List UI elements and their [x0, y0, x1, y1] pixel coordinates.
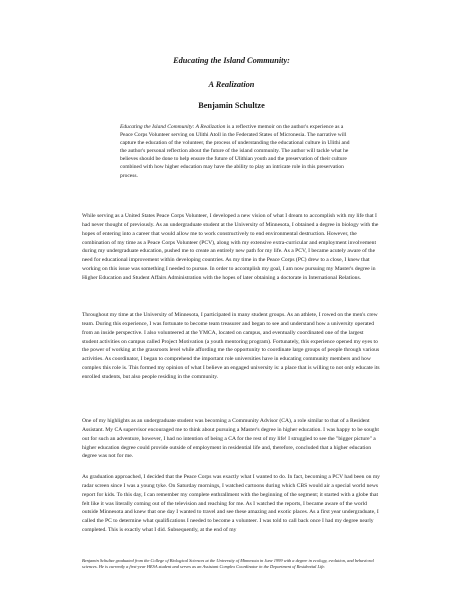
footnote-text: Benjamin Schultze graduated from the College of Biological Sciences at the University of Minnesota in June 1999 with a degree in ecology, evolution, and behavioral sciences. He is currently a first-year HESA student and serves as an Assistant Complex Coordinator in the Department of Residential Life.: [82, 558, 374, 570]
body-paragraph-2: [82, 311, 380, 382]
abstract: [120, 123, 351, 180]
title-line-1: Educating the Island Community:: [173, 56, 290, 65]
body-paragraph-3: [82, 417, 380, 461]
paragraph-text: As graduation approached, I decided that the Peace Corps was exactly what I wanted to do. In fact, becoming a PCV had been on my radar screen since I was a young tyke. On Saturday mornings, I watched cartoons during which CBS would air a special world news report for kids. To this day, I can remember my complete enthrallment with the beginning of the segment; it started with a globe that felt like it was literally coming out of the television and reaching for me. As I watched the reports, I became aware of the world outside Minnesota and knew that one day I wanted to travel and see these amazing and exotic places. As a first year undergraduate, I called the PC to determine what qualifications I needed to become a volunteer. I was told to call back once I had my degree nearly completed. This is exactly what I did. Subsequently, at the end of my: [82, 474, 380, 534]
body-paragraph-1: [82, 212, 380, 283]
paragraph-text: While serving as a United States Peace Corps Volunteer, I developed a new vision of what I dream to accomplish with my life that I had never thought of previously. As an undergraduate student at the University of Minnesota, I obtained a degree in biology with the hopes of entering into a career that would allow me to work constructively to end environmental destruction. However, the combination of my time as a Peace Corps Volunteer (PCV), along with my extensive extra-curricular and employment involvement during my undergraduate education, pushed me to create an entirely new path for my life. As a PCV, I became acutely aware of the need for educational improvement within developing countries. As my time in the Peace Corps (PC) drew to a close, I knew that working on this issue was something I needed to pursue. In order to accomplish my goal, I am now pursuing my Master's degree in Higher Education and Student Affairs Administration with the hopes of later obtaining a doctorate in International Relations.: [82, 213, 379, 281]
title-line-2: A Realization: [208, 80, 255, 89]
author-name: Benjamin Schultze: [198, 101, 265, 110]
author-footnote: [82, 558, 380, 570]
paragraph-text: Throughout my time at the University of Minnesota, I participated in many student groups. As an athlete, I rowed on the men's crew team. During this experience, I was fortunate to become team treasurer and began to see and understand how a university operated from an inside perspective. I also volunteered at the YMCA, located on campus, and eventually coordinated one of the largest student activities on campus called Project Motivation (a youth mentoring program). Fortunately, this experience opened my eyes to the power of working at the grassroots level while affording me the opportunity to coordinate large groups of people through various activities. As coordinator, I began to comprehend the important role universities have in educating community members and how complex this role is. This formed my opinion of what I believe an engaged university is: a place that is willing to not only educate its enrolled students, but also people residing in the community.: [82, 312, 380, 380]
abstract-paragraph: [120, 123, 351, 180]
body-paragraph-4: [82, 473, 380, 535]
paragraph-text: One of my highlights as an undergraduate student was becoming a Community Advisor (CA), a role similar to that of a Resident Assistant. My CA supervisor encouraged me to think about pursuing a Master's degree in higher education. I was happy to be sought out for such an adventure, however, I had no intention of being a CA for the rest of my life! I struggled to see the "bigger picture" a higher education degree could provide outside of employment in residential life and, therefore, concluded that a higher education degree was not for me.: [82, 418, 379, 460]
abstract-text: is a reflective memoir on the author's experience as a Peace Corps Volunteer serving on Ulithi Atoll in the Federated States of Micronesia. The narrative will capture the education of the volunteer, the process of understanding the educational culture in Ulithi and the author's personal reflection about the future of the island community. The author will tackle what he believes should be done to help ensure the future of Ulithian youth and the preservation of their culture combined with how higher education may have the ability to play an intricate role in this preservation process.: [120, 124, 350, 179]
abstract-title: Educating the Island Community: A Realization: [120, 124, 226, 130]
